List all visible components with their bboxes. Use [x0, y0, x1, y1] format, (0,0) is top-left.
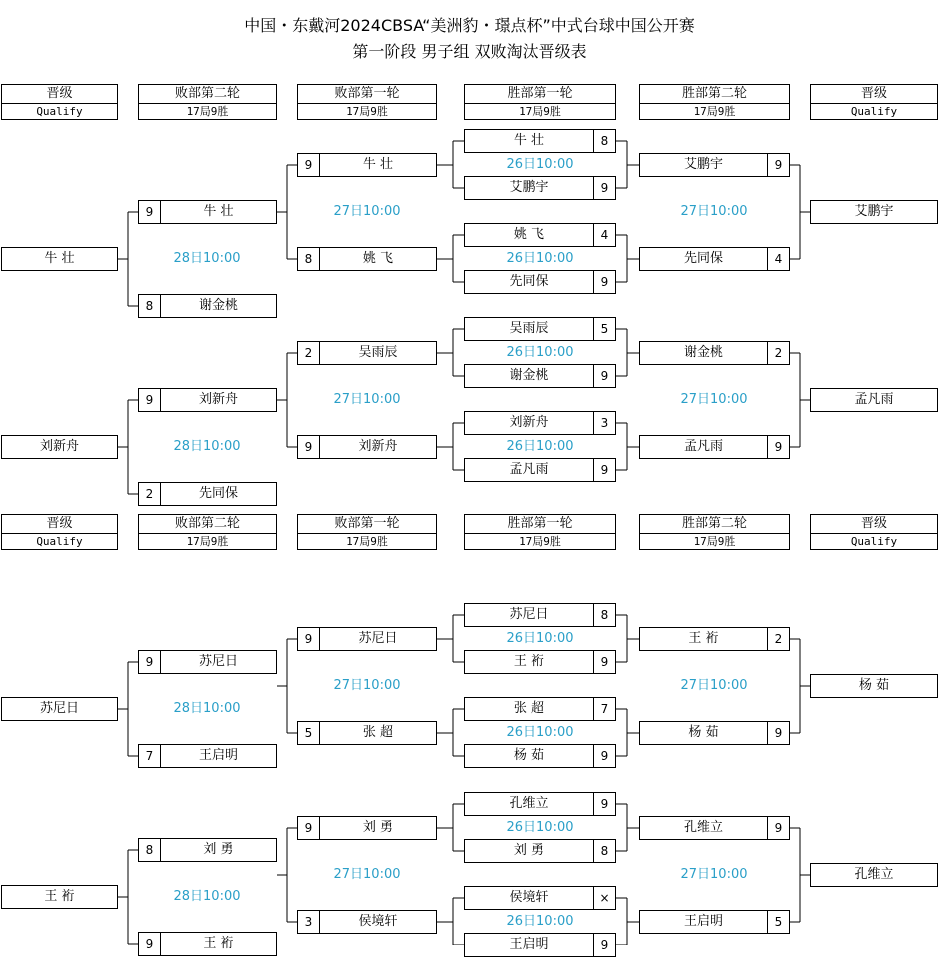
player-name: 王 裄 — [203, 936, 234, 951]
qualify-box — [1, 435, 118, 459]
match-time: 28日10:00 — [173, 439, 241, 454]
column-header-sub: Qualify — [36, 535, 83, 548]
column-header — [464, 514, 616, 550]
column-header — [1, 514, 118, 550]
player-name: 王启明 — [198, 748, 238, 763]
player-name: 刘新舟 — [509, 415, 549, 430]
score-cell: 8 — [593, 840, 615, 862]
lb1-player-box — [297, 910, 437, 934]
score-cell: 4 — [593, 224, 615, 246]
column-header-title: 晋级 — [2, 85, 117, 104]
player-name: 孔维立 — [683, 820, 723, 835]
column-header-sub: Qualify — [850, 535, 898, 548]
player-name: 吴雨辰 — [509, 321, 549, 336]
wb1-player-box — [464, 744, 616, 768]
column-header-title: 晋级 — [811, 85, 937, 104]
score-cell: 9 — [298, 436, 320, 458]
wb1-player-box — [464, 270, 616, 294]
score-cell: 9 — [767, 817, 789, 839]
score-cell: 3 — [593, 412, 615, 434]
lb1-player-box — [297, 816, 437, 840]
wb1-player-box — [464, 317, 616, 341]
player-name: 刘 勇 — [513, 843, 545, 858]
wb1-player-box — [464, 223, 616, 247]
player-name: 杨 茹 — [513, 748, 545, 763]
wb1-player-box — [464, 697, 616, 721]
qualify-box — [810, 674, 938, 698]
score-cell: 9 — [593, 177, 615, 199]
player-name: 苏尼日 — [198, 654, 238, 669]
column-header — [810, 514, 938, 550]
player-name: 谢金桃 — [509, 368, 549, 383]
match-time: 27日10:00 — [333, 678, 401, 693]
match-time: 26日10:00 — [506, 157, 574, 172]
score-cell: × — [593, 887, 615, 909]
match-time: 26日10:00 — [506, 439, 574, 454]
qualify-box — [1, 247, 118, 271]
player-name: 王 裄 — [688, 631, 719, 646]
column-header-title: 胜部第二轮 — [640, 515, 789, 534]
wb1-player-box — [464, 176, 616, 200]
page-subtitle: 第一阶段 男子组 双败淘汰晋级表 — [352, 42, 587, 61]
column-header-sub: 17局9胜 — [346, 105, 388, 118]
column-header — [297, 84, 437, 120]
wb1-player-box — [464, 458, 616, 482]
score-cell: 8 — [593, 130, 615, 152]
score-cell: 9 — [767, 722, 789, 744]
column-header-title: 败部第一轮 — [298, 85, 436, 104]
column-header-title: 胜部第一轮 — [465, 85, 615, 104]
lb2-player-box — [138, 388, 277, 412]
wb1-player-box — [464, 603, 616, 627]
player-name: 侯境轩 — [358, 914, 398, 929]
match-time: 27日10:00 — [333, 392, 401, 407]
player-name: 刘新舟 — [39, 439, 79, 454]
wb2-player-box — [639, 910, 790, 934]
player-name: 孟凡雨 — [509, 462, 549, 477]
score-cell: 5 — [298, 722, 320, 744]
score-cell: 9 — [767, 154, 789, 176]
player-name: 刘 勇 — [203, 842, 234, 857]
lb2-player-box — [138, 482, 277, 506]
score-cell: 9 — [593, 365, 615, 387]
score-cell: 8 — [139, 295, 161, 317]
player-name: 谢金桃 — [198, 298, 238, 313]
lb2-player-box — [138, 932, 277, 956]
player-name: 孔维立 — [509, 796, 549, 811]
player-name: 杨 茹 — [858, 678, 890, 693]
lb1-player-box — [297, 247, 437, 271]
score-cell: 2 — [139, 483, 161, 505]
player-name: 姚 飞 — [513, 227, 545, 242]
player-name: 苏尼日 — [39, 701, 79, 716]
lb2-player-box — [138, 838, 277, 862]
column-header-title: 晋级 — [2, 515, 117, 534]
score-cell: 7 — [139, 745, 161, 767]
qualify-box — [810, 388, 938, 412]
player-name: 先同保 — [198, 486, 238, 501]
match-time: 28日10:00 — [173, 251, 241, 266]
match-time: 28日10:00 — [173, 701, 241, 716]
lb1-player-box — [297, 435, 437, 459]
column-header-title: 败部第二轮 — [139, 515, 276, 534]
wb2-player-box — [639, 816, 790, 840]
score-cell: 4 — [767, 248, 789, 270]
match-time: 26日10:00 — [506, 345, 574, 360]
player-name: 侯境轩 — [509, 890, 549, 905]
column-header-title: 胜部第二轮 — [640, 85, 789, 104]
lb1-player-box — [297, 341, 437, 365]
match-time: 27日10:00 — [680, 867, 748, 882]
lb1-player-box — [297, 153, 437, 177]
score-cell: 9 — [593, 934, 615, 956]
column-header-sub: 17局9胜 — [519, 105, 561, 118]
player-name: 刘 勇 — [362, 820, 394, 835]
player-name: 孔维立 — [854, 867, 894, 882]
lb2-player-box — [138, 744, 277, 768]
column-header-sub: Qualify — [36, 105, 83, 118]
player-name: 牛 壮 — [203, 204, 234, 219]
wb1-player-box — [464, 839, 616, 863]
player-name: 王 裄 — [44, 889, 75, 904]
match-time: 26日10:00 — [506, 820, 574, 835]
match-time: 26日10:00 — [506, 631, 574, 646]
player-name: 张 超 — [513, 701, 545, 716]
column-header-sub: 17局9胜 — [519, 535, 561, 548]
column-header-sub: Qualify — [850, 105, 898, 118]
wb2-player-box — [639, 341, 790, 365]
lb1-player-box — [297, 721, 437, 745]
player-name: 先同保 — [509, 274, 549, 289]
score-cell: 8 — [298, 248, 320, 270]
score-cell: 8 — [139, 839, 161, 861]
player-name: 苏尼日 — [358, 631, 398, 646]
match-time: 27日10:00 — [680, 392, 748, 407]
player-name: 孟凡雨 — [683, 439, 723, 454]
score-cell: 9 — [139, 201, 161, 223]
wb2-player-box — [639, 627, 790, 651]
column-header-sub: 17局9胜 — [346, 535, 388, 548]
page-title: 中国・东戴河2024CBSA“美洲豹・璟点杯”中式台球中国公开赛 — [244, 16, 695, 35]
column-header — [639, 84, 790, 120]
match-time: 27日10:00 — [680, 678, 748, 693]
player-name: 王启明 — [509, 937, 549, 952]
player-name: 吴雨辰 — [358, 345, 398, 360]
score-cell: 3 — [298, 911, 320, 933]
match-time: 27日10:00 — [333, 867, 401, 882]
lb2-player-box — [138, 294, 277, 318]
player-name: 牛 壮 — [44, 251, 75, 266]
column-header — [297, 514, 437, 550]
score-cell: 9 — [593, 651, 615, 673]
match-time: 27日10:00 — [680, 204, 748, 219]
column-header-title: 败部第一轮 — [298, 515, 436, 534]
wb2-player-box — [639, 435, 790, 459]
wb2-player-box — [639, 247, 790, 271]
score-cell: 9 — [593, 271, 615, 293]
player-name: 孟凡雨 — [854, 392, 894, 407]
match-time: 27日10:00 — [333, 204, 401, 219]
player-name: 姚 飞 — [362, 251, 394, 266]
column-header-title: 晋级 — [811, 515, 937, 534]
score-cell: 9 — [139, 651, 161, 673]
player-name: 艾鹏宇 — [509, 180, 549, 195]
score-cell: 7 — [593, 698, 615, 720]
player-name: 王 裄 — [513, 654, 545, 669]
player-name: 刘新舟 — [198, 392, 238, 407]
player-name: 杨 茹 — [688, 725, 719, 740]
wb1-player-box — [464, 364, 616, 388]
player-name: 张 超 — [362, 725, 394, 740]
player-name: 艾鹏宇 — [683, 157, 723, 172]
score-cell: 9 — [593, 745, 615, 767]
score-cell: 9 — [298, 817, 320, 839]
wb2-player-box — [639, 721, 790, 745]
player-name: 牛 壮 — [513, 133, 545, 148]
score-cell: 5 — [767, 911, 789, 933]
column-header — [464, 84, 616, 120]
score-cell: 9 — [593, 459, 615, 481]
wb1-player-box — [464, 411, 616, 435]
score-cell: 9 — [139, 389, 161, 411]
player-name: 艾鹏宇 — [854, 204, 894, 219]
player-name: 王启明 — [683, 914, 723, 929]
column-header-title: 胜部第一轮 — [465, 515, 615, 534]
match-time: 26日10:00 — [506, 914, 574, 929]
match-time: 26日10:00 — [506, 725, 574, 740]
wb1-player-box — [464, 650, 616, 674]
column-header-title: 败部第二轮 — [139, 85, 276, 104]
score-cell: 9 — [298, 154, 320, 176]
score-cell: 9 — [139, 933, 161, 955]
player-name: 先同保 — [683, 251, 723, 266]
player-name: 谢金桃 — [683, 345, 723, 360]
wb1-player-box — [464, 792, 616, 816]
column-header-sub: 17局9胜 — [186, 535, 229, 548]
score-cell: 9 — [593, 793, 615, 815]
column-header — [138, 84, 277, 120]
player-name: 苏尼日 — [509, 607, 549, 622]
wb1-player-box — [464, 933, 616, 957]
match-time: 26日10:00 — [506, 251, 574, 266]
wb2-player-box — [639, 153, 790, 177]
wb1-player-box — [464, 129, 616, 153]
score-cell: 9 — [298, 628, 320, 650]
qualify-box — [810, 200, 938, 224]
column-header — [1, 84, 118, 120]
wb1-player-box — [464, 886, 616, 910]
score-cell: 2 — [298, 342, 320, 364]
player-name: 牛 壮 — [362, 157, 394, 172]
score-cell: 5 — [593, 318, 615, 340]
score-cell: 9 — [767, 436, 789, 458]
column-header — [810, 84, 938, 120]
score-cell: 8 — [593, 604, 615, 626]
score-cell: 2 — [767, 342, 789, 364]
column-header-sub: 17局9胜 — [186, 105, 229, 118]
lb2-player-box — [138, 650, 277, 674]
qualify-box — [1, 885, 118, 909]
qualify-box — [1, 697, 118, 721]
column-header — [138, 514, 277, 550]
column-header — [639, 514, 790, 550]
qualify-box — [810, 863, 938, 887]
column-header-sub: 17局9胜 — [693, 105, 736, 118]
lb2-player-box — [138, 200, 277, 224]
score-cell: 2 — [767, 628, 789, 650]
player-name: 刘新舟 — [358, 439, 398, 454]
match-time: 28日10:00 — [173, 889, 241, 904]
lb1-player-box — [297, 627, 437, 651]
column-header-sub: 17局9胜 — [693, 535, 736, 548]
